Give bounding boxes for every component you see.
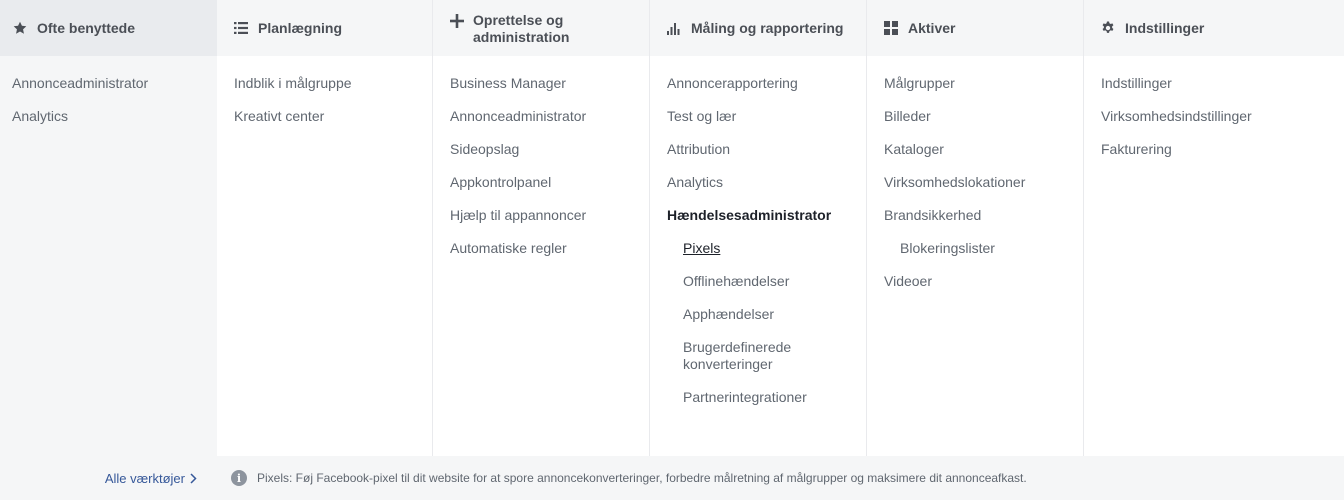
column-measure-report xyxy=(650,0,867,456)
menu-item-business-manager[interactable]: Business Manager xyxy=(450,75,566,91)
column-header xyxy=(867,0,1083,56)
column-title: Måling og rapportering xyxy=(691,19,844,36)
column-items xyxy=(1084,56,1344,158)
menu-item-brand-safety[interactable]: Brandsikkerhed xyxy=(884,207,982,223)
column-header xyxy=(650,0,866,56)
hint-text: Pixels: Føj Facebook-pixel til dit website for at spore annoncekonverteringer, forbedre målretning af målgrupper og maksimere dit annonceafkast. xyxy=(257,471,1027,485)
column-title: Planlægning xyxy=(258,19,342,36)
column-frequently-used xyxy=(0,0,217,456)
column-title: Indstillinger xyxy=(1125,19,1205,36)
submenu-item-app-events[interactable]: Apphændelser xyxy=(683,306,775,322)
menu-item-business-settings[interactable]: Virksomhedsindstillinger xyxy=(1101,108,1252,124)
footer-left xyxy=(0,456,217,500)
star-icon xyxy=(13,21,27,35)
menu-item-ads-manager[interactable]: Annonceadministrator xyxy=(12,75,149,91)
column-header xyxy=(1084,0,1344,56)
menu-item-analytics[interactable]: Analytics xyxy=(12,108,69,124)
column-items xyxy=(0,56,217,125)
submenu-item-offline-events[interactable]: Offlinehændelser xyxy=(683,273,790,289)
menu-item-settings[interactable]: Indstillinger xyxy=(1101,75,1172,91)
submenu-item-block-lists[interactable]: Blokeringslister xyxy=(900,240,995,256)
menu-footer xyxy=(0,456,1344,500)
menu-item-audience-insights[interactable]: Indblik i målgruppe xyxy=(234,75,352,91)
menu-item-page-posts[interactable]: Sideopslag xyxy=(450,141,520,157)
plus-icon xyxy=(450,14,464,28)
menu-item-ads-reporting[interactable]: Annoncerapportering xyxy=(667,75,798,91)
menu-item-automated-rules[interactable]: Automatiske regler xyxy=(450,240,567,256)
menu-item-catalogs[interactable]: Kataloger xyxy=(884,141,944,157)
info-icon: i xyxy=(231,470,247,486)
column-items xyxy=(650,56,866,406)
column-settings xyxy=(1084,0,1344,456)
column-planning xyxy=(217,0,433,456)
menu-item-test-and-learn[interactable]: Test og lær xyxy=(667,108,737,124)
menu-item-app-ads-helper[interactable]: Hjælp til appannoncer xyxy=(450,207,587,223)
menu-item-images[interactable]: Billeder xyxy=(884,108,931,124)
column-items xyxy=(217,56,432,125)
column-title: Oprettelse og administration xyxy=(473,12,570,45)
submenu-item-partner-integrations[interactable]: Partnerintegrationer xyxy=(683,389,807,405)
all-tools-label: Alle værktøjer xyxy=(104,470,185,486)
column-title: Aktiver xyxy=(908,19,956,36)
submenu-item-custom-conversions[interactable]: Brugerdefinerede konverteringer xyxy=(683,339,792,372)
column-header xyxy=(433,0,649,56)
chevron-right-icon xyxy=(190,473,197,484)
column-header xyxy=(0,0,217,56)
menu-item-videos[interactable]: Videoer xyxy=(884,273,933,289)
menu-item-events-manager[interactable]: Hændelsesadministrator xyxy=(667,207,832,223)
menu-item-analytics[interactable]: Analytics xyxy=(667,174,724,190)
all-tools-link[interactable] xyxy=(105,471,197,486)
menu-item-billing[interactable]: Fakturering xyxy=(1101,141,1172,157)
bar-chart-icon xyxy=(667,21,681,35)
menu-item-app-dashboard[interactable]: Appkontrolpanel xyxy=(450,174,552,190)
gear-icon xyxy=(1101,21,1115,35)
menu-item-business-locations[interactable]: Virksomhedslokationer xyxy=(884,174,1026,190)
grid-icon xyxy=(884,21,898,35)
menu-item-creative-hub[interactable]: Kreativt center xyxy=(234,108,325,124)
footer-hint-bar xyxy=(217,456,1344,500)
menu-item-attribution[interactable]: Attribution xyxy=(667,141,731,157)
submenu-item-pixels[interactable]: Pixels xyxy=(683,240,721,256)
column-create-manage xyxy=(433,0,650,456)
column-header xyxy=(217,0,432,56)
list-icon xyxy=(234,21,248,35)
column-title: Ofte benyttede xyxy=(37,19,136,36)
menu-item-ads-manager[interactable]: Annonceadministrator xyxy=(450,108,587,124)
column-items xyxy=(433,56,649,257)
column-items xyxy=(867,56,1083,290)
menu-item-audiences[interactable]: Målgrupper xyxy=(884,75,955,91)
column-assets xyxy=(867,0,1084,456)
